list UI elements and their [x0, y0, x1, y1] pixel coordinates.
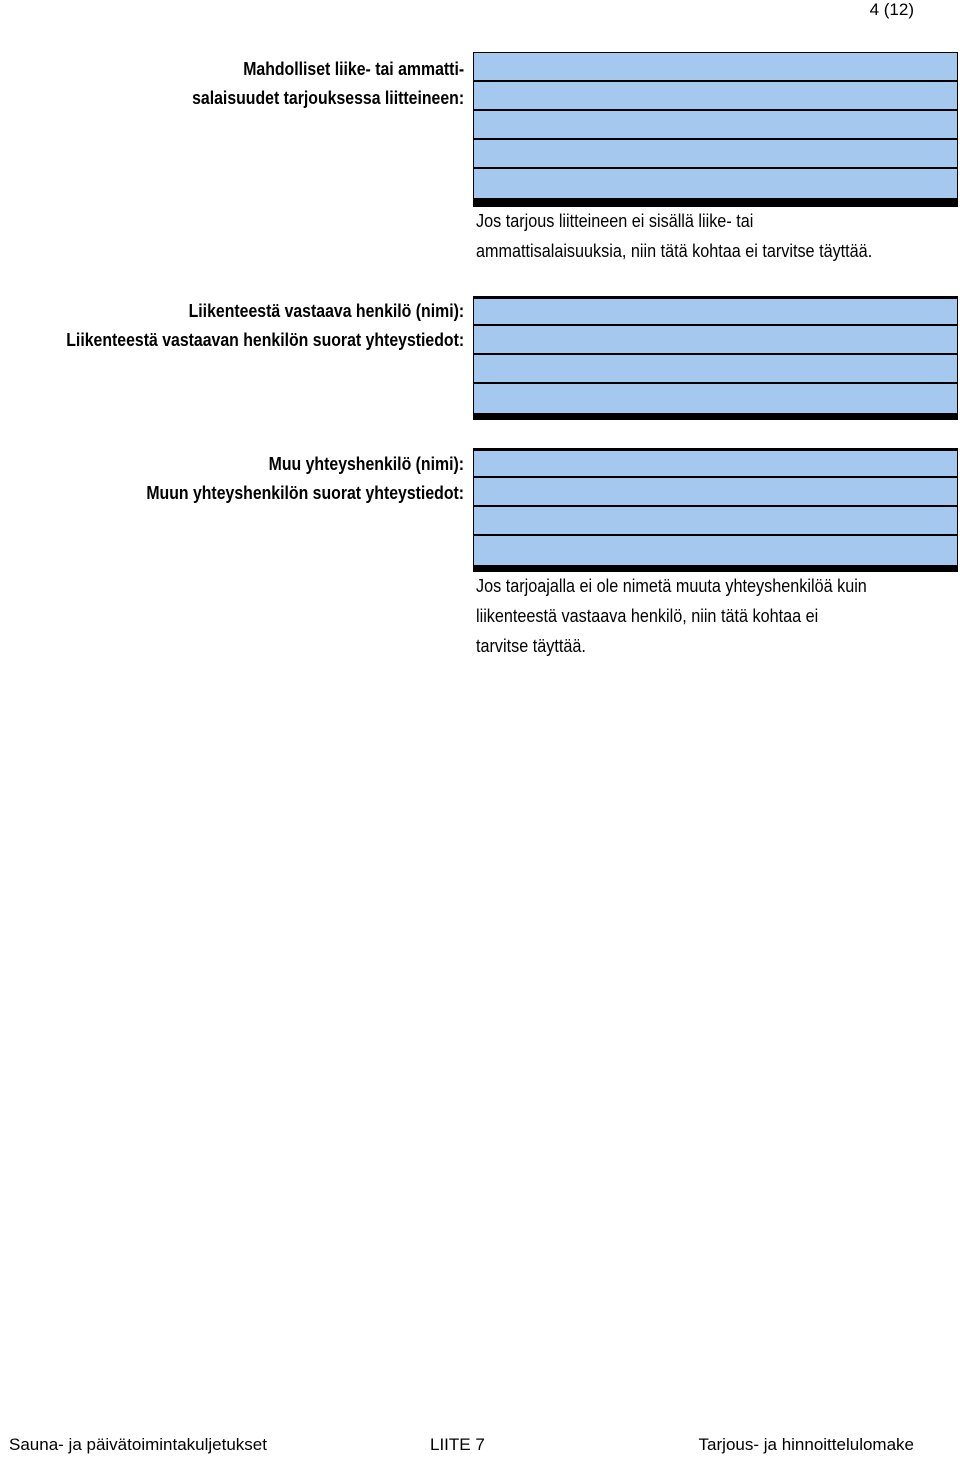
other-contact-label-line2: Muun yhteyshenkilön suorat yhteystiedot:	[146, 483, 464, 503]
other-contact-note-line3: tarvitse täyttää.	[476, 636, 586, 656]
responsible-contact-field-2[interactable]	[474, 355, 957, 384]
footer-right: Tarjous- ja hinnoittelulomake	[698, 1435, 914, 1454]
footer-center: LIITE 7	[430, 1435, 485, 1454]
other-contact-name-field[interactable]	[474, 449, 957, 478]
other-contact-note-line1: Jos tarjoajalla ei ole nimetä muuta yhteyshenkilöä kuin	[476, 576, 867, 596]
responsible-label-line1: Liikenteestä vastaava henkilö (nimi):	[188, 301, 464, 321]
secrets-field-group	[473, 52, 958, 207]
secrets-field-row-5[interactable]	[474, 169, 957, 198]
other-contact-label-line1: Muu yhteyshenkilö (nimi):	[268, 454, 464, 474]
footer-left: Sauna- ja päivätoimintakuljetukset	[9, 1435, 267, 1454]
secrets-label-line2: salaisuudet tarjouksessa liitteineen:	[191, 88, 464, 108]
other-contact-contact-field-2[interactable]	[474, 507, 957, 536]
responsible-label-line2: Liikenteestä vastaavan henkilön suorat yhteystiedot:	[66, 330, 464, 350]
page-number: 4 (12)	[869, 0, 914, 19]
secrets-field-row-3[interactable]	[474, 111, 957, 140]
other-contact-contact-field-1[interactable]	[474, 478, 957, 507]
secrets-note-line1: Jos tarjous liitteineen ei sisällä liike- tai	[476, 211, 754, 231]
other-contact-field-group	[473, 448, 958, 572]
responsible-name-field[interactable]	[474, 297, 957, 326]
responsible-field-group	[473, 296, 958, 420]
other-contact-contact-field-3[interactable]	[474, 536, 957, 565]
responsible-label	[66, 297, 464, 355]
secrets-field-row-4[interactable]	[474, 140, 957, 169]
responsible-contact-field-1[interactable]	[474, 326, 957, 355]
secrets-label	[192, 55, 464, 113]
other-contact-note-line2: liikenteestä vastaava henkilö, niin tätä kohtaa ei	[476, 606, 819, 626]
secrets-note-line2: ammattisalaisuuksia, niin tätä kohtaa ei tarvitse täyttää.	[476, 241, 873, 261]
secrets-field-row-2[interactable]	[474, 82, 957, 111]
secrets-label-line1: Mahdolliset liike- tai ammatti-	[243, 59, 464, 79]
other-contact-label	[146, 450, 464, 508]
other-contact-note	[476, 571, 867, 661]
responsible-contact-field-3[interactable]	[474, 384, 957, 413]
secrets-field-row-1[interactable]	[474, 53, 957, 82]
secrets-note	[476, 206, 872, 266]
